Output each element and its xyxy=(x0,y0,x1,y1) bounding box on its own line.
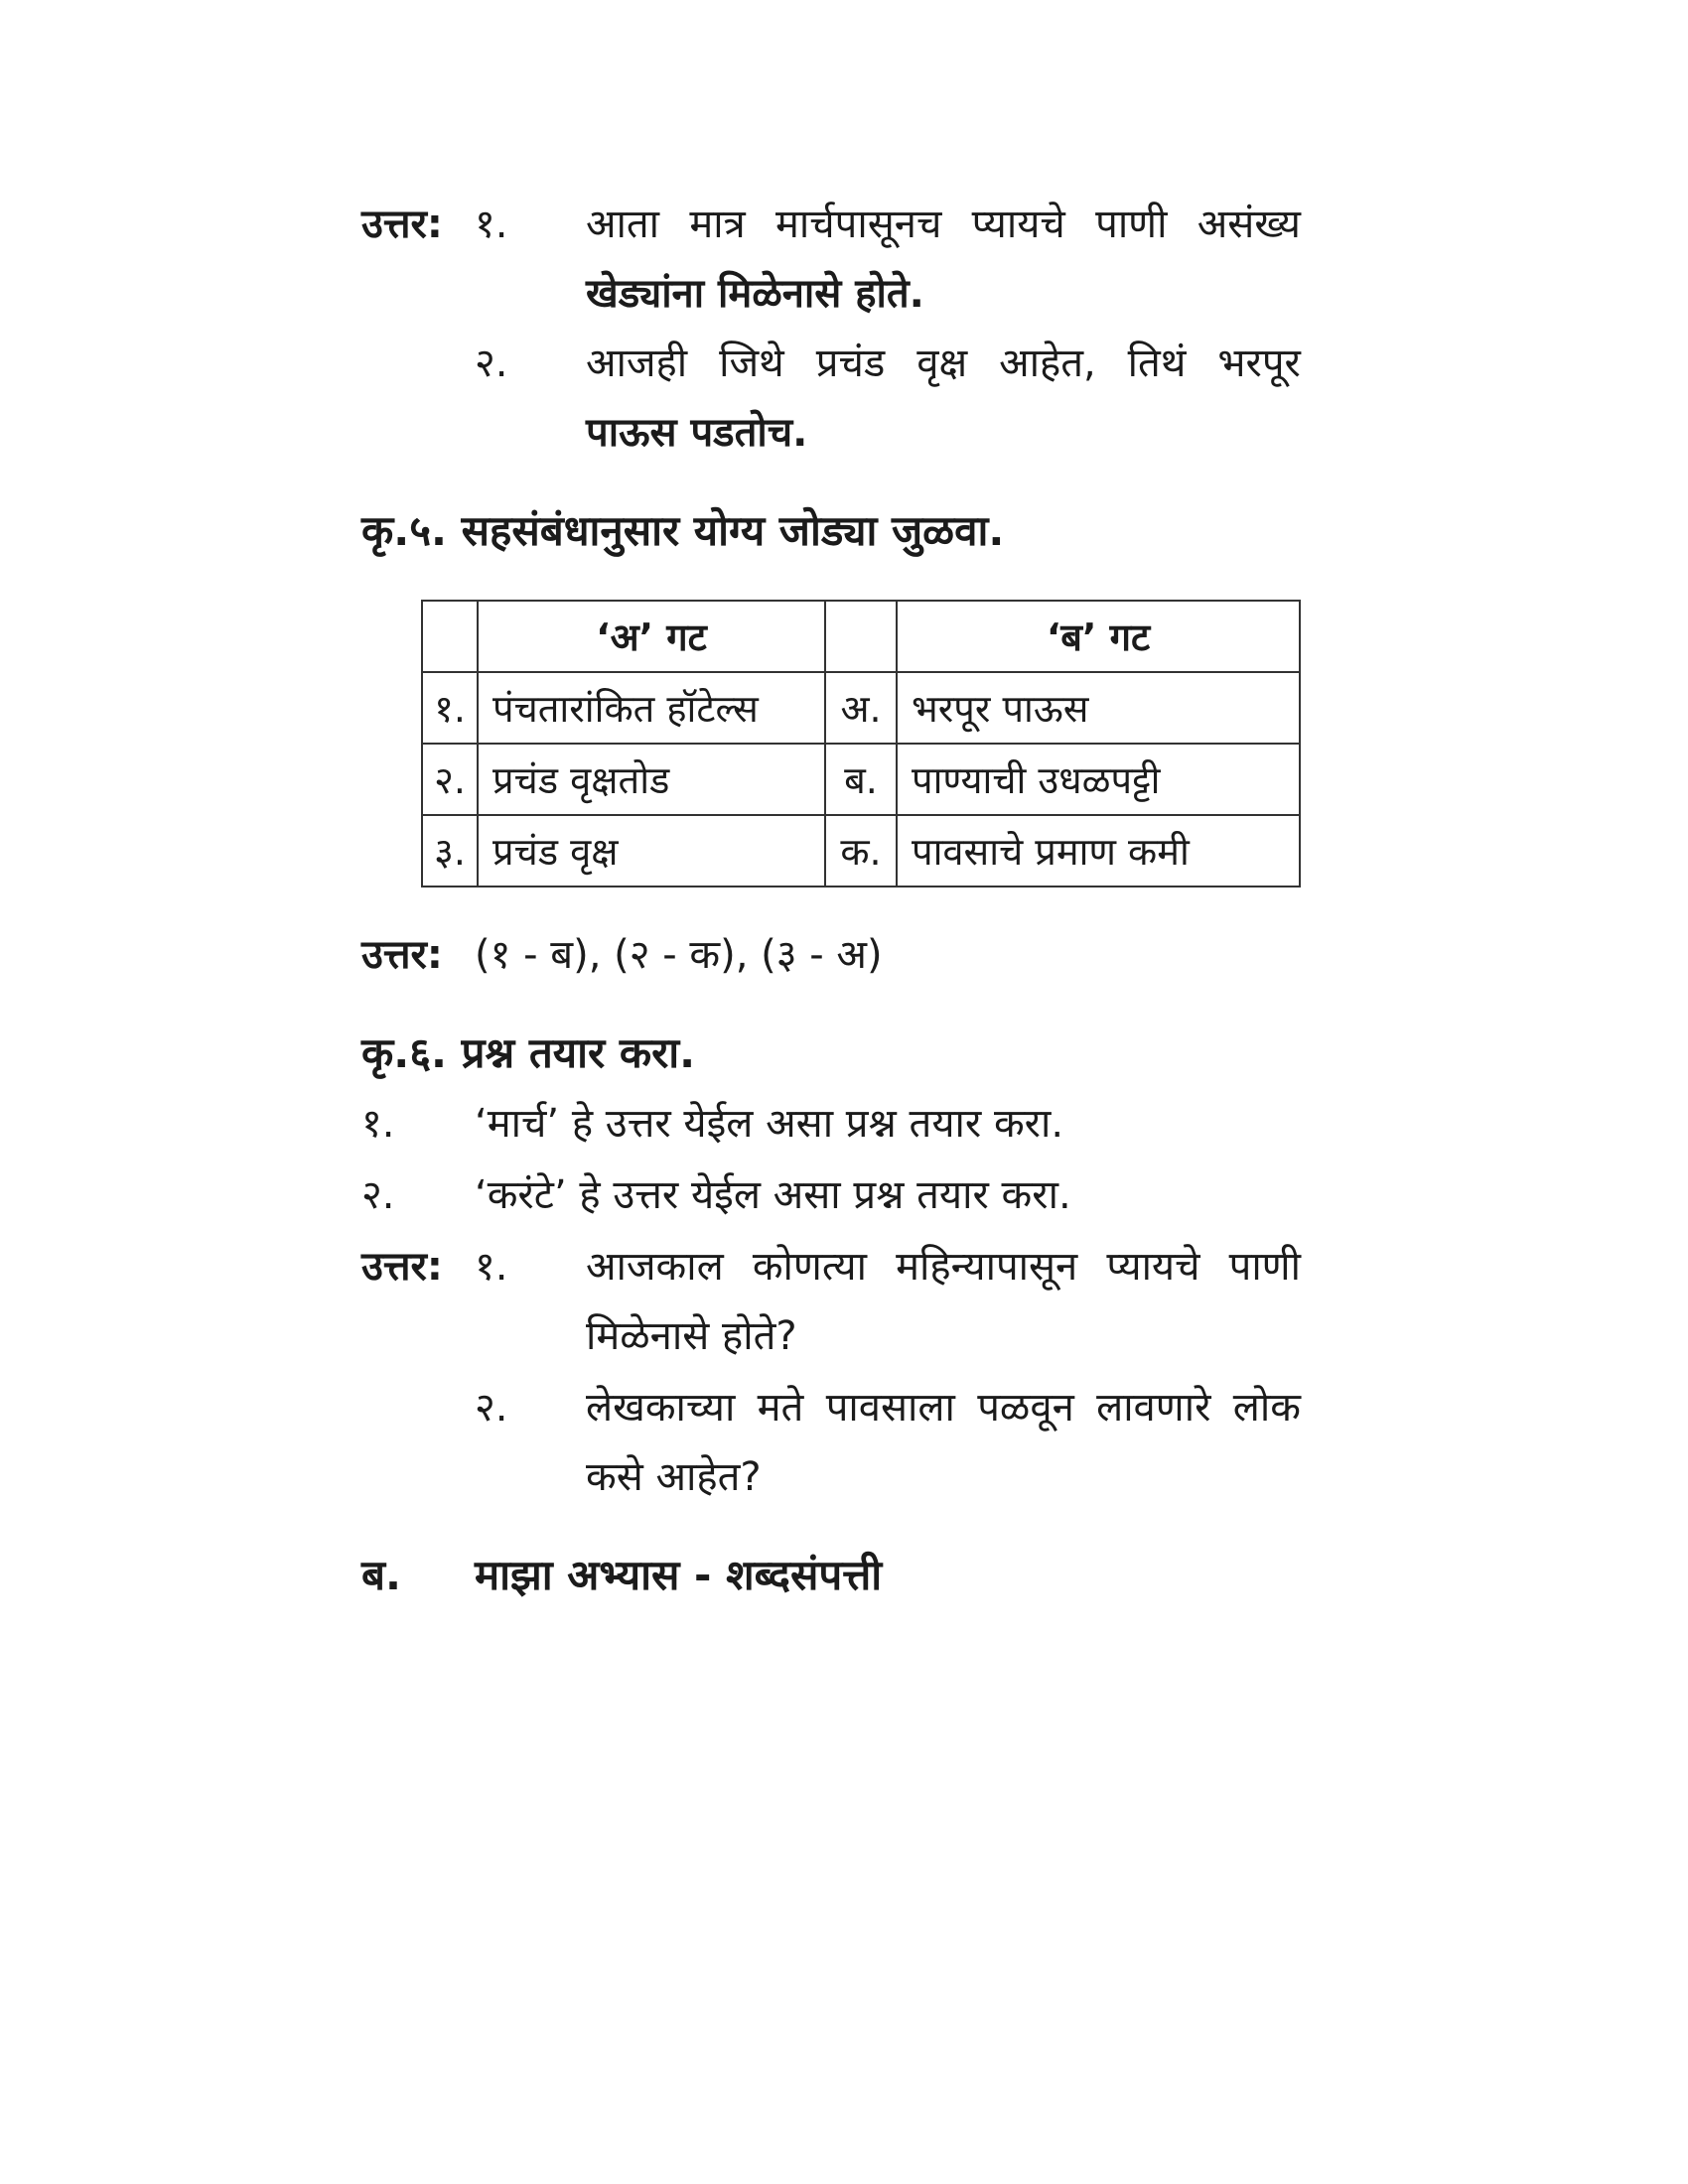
word: असंख्य xyxy=(1196,202,1301,247)
word: पावसाला xyxy=(825,1385,955,1431)
section-heading: कृ.५. सहसंबंधानुसार योग्य जोड्या जुळवा. xyxy=(361,506,1005,555)
word: तिथं xyxy=(1127,341,1187,386)
word: पाणी xyxy=(1228,1244,1301,1290)
group-a-item: प्रचंड वृक्ष xyxy=(478,815,825,887)
group-b-item: पाण्याची उधळपट्टी xyxy=(897,744,1300,815)
row-letter: अ. xyxy=(825,672,897,744)
answer-line: मिळेनासे होते? xyxy=(586,1313,797,1359)
group-a-item: प्रचंड वृक्षतोड xyxy=(478,744,825,815)
answer-label: उत्तर: xyxy=(361,202,443,247)
answer-line xyxy=(586,201,1301,248)
answer-number: १. xyxy=(475,1244,508,1290)
word: मात्र xyxy=(689,202,746,247)
word: मते xyxy=(757,1385,804,1431)
table-header-row xyxy=(422,601,1300,672)
group-a-item: पंचतारांकित हॉटेल्स xyxy=(478,672,825,744)
answer-text: (१ - ब), (२ - क), (३ - अ) xyxy=(475,932,883,978)
word: भरपूर xyxy=(1217,341,1301,386)
word: प्यायचे xyxy=(1106,1244,1200,1290)
word: आजही xyxy=(586,341,688,386)
table-cell xyxy=(422,601,478,672)
word: आजकाल xyxy=(586,1244,724,1290)
word: लेखकाच्या xyxy=(586,1385,736,1431)
group-a-header: ‘अ’ गट xyxy=(478,601,825,672)
group-b-item: भरपूर पाऊस xyxy=(897,672,1300,744)
group-b-header: ‘ब’ गट xyxy=(897,601,1300,672)
matching-table xyxy=(421,600,1301,887)
word: प्यायचे xyxy=(971,202,1065,247)
section-heading: माझा अभ्यास - शब्दसंपत्ती xyxy=(475,1551,883,1599)
row-letter: ब. xyxy=(825,744,897,815)
word: पाणी xyxy=(1095,202,1168,247)
answer-line-bold: पाऊस पडतोच. xyxy=(586,410,808,456)
section-label: ब. xyxy=(361,1551,401,1599)
word: पळवून xyxy=(977,1385,1074,1431)
answer-number: २. xyxy=(475,341,508,386)
word: लोक xyxy=(1232,1385,1301,1431)
question-number: १. xyxy=(361,1101,395,1147)
question-text: ‘करंटे’ हे उत्तर येईल असा प्रश्न तयार करा. xyxy=(475,1172,1071,1218)
word: प्रचंड xyxy=(815,341,886,386)
answer-label: उत्तर: xyxy=(361,1244,443,1290)
answer-number: २. xyxy=(475,1385,508,1431)
word: कोणत्या xyxy=(752,1244,867,1290)
word: मार्चपासूनच xyxy=(774,202,942,247)
answer-number: १. xyxy=(475,202,508,247)
answer-line xyxy=(586,1384,1301,1432)
word: लावणारे xyxy=(1096,1385,1211,1431)
word: आता xyxy=(586,202,660,247)
word: महिन्यापासून xyxy=(896,1244,1078,1290)
row-number: १. xyxy=(422,672,478,744)
row-letter: क. xyxy=(825,815,897,887)
word: आहेत, xyxy=(999,341,1096,386)
table-cell xyxy=(825,601,897,672)
table-row xyxy=(422,744,1300,815)
answer-line: कसे आहेत? xyxy=(586,1454,762,1500)
row-number: २. xyxy=(422,744,478,815)
question-number: २. xyxy=(361,1172,395,1218)
table-row xyxy=(422,815,1300,887)
section-heading: कृ.६. प्रश्न तयार करा. xyxy=(361,1028,696,1077)
answer-line xyxy=(586,340,1301,387)
table-row xyxy=(422,672,1300,744)
word: जिथे xyxy=(719,341,784,386)
question-text: ‘मार्च’ हे उत्तर येईल असा प्रश्न तयार करा. xyxy=(475,1101,1064,1147)
answer-label: उत्तर: xyxy=(361,932,443,978)
group-b-item: पावसाचे प्रमाण कमी xyxy=(897,815,1300,887)
answer-line xyxy=(586,1243,1301,1291)
word: वृक्ष xyxy=(916,341,968,386)
row-number: ३. xyxy=(422,815,478,887)
answer-line-bold: खेड्यांना मिळेनासे होते. xyxy=(586,271,924,317)
